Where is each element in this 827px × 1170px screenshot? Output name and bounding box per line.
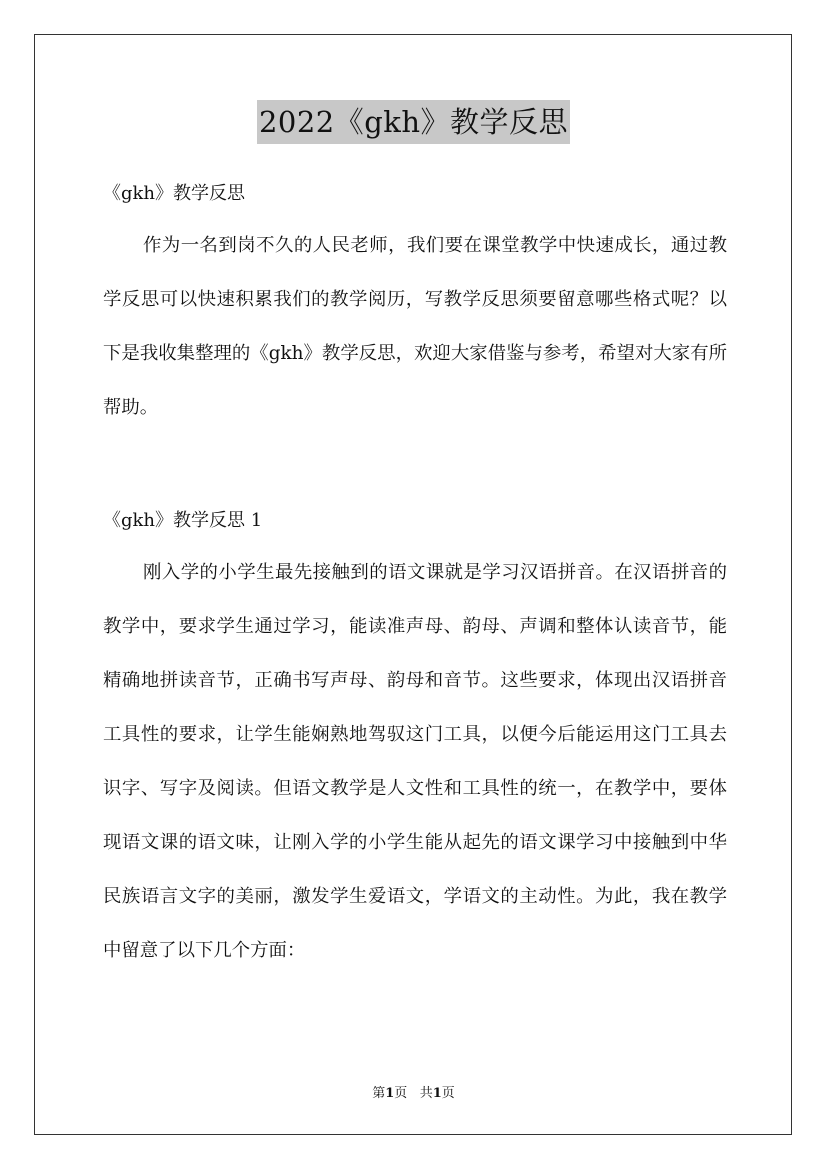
footer-page-suffix: 页	[441, 1086, 455, 1101]
footer-page-mid: 页 共	[394, 1086, 433, 1101]
intro-paragraph: 作为一名到岗不久的人民老师，我们要在课堂教学中快速成长，通过教学反思可以快速积累我们的教学阅历，写教学反思须要留意哪些格式呢？以下是我收集整理的《gkh》教学反思，欢迎大家借鉴与参考，希望对大家有所帮助。	[103, 235, 727, 418]
section1-paragraph: 刚入学的小学生最先接触到的语文课就是学习汉语拼音。在汉语拼音的教学中，要求学生通过学习，能读准声母、韵母、声调和整体认读音节，能精确地拼读音节，正确书写声母、韵母和音节。这些要求，体现出汉语拼音工具性的要求，让学生能娴熟地驾驭这门工具，以便今后能运用这门工具去识字、写字及阅读。但语文教学是人文性和工具性的统一，在教学中，要体现语文课的语文味，让刚入学的小学生能从起先的语文课学习中接触到中华民族语言文字的美丽，激发学生爱语文，学语文的主动性。为此，我在教学中留意了以下几个方面：	[103, 562, 727, 961]
footer-page-prefix: 第	[372, 1086, 386, 1101]
title-container	[0, 100, 827, 144]
section1-heading: 《gkh》教学反思 1	[103, 510, 263, 531]
document-title: 2022《gkh》教学反思	[257, 100, 570, 144]
page-footer	[0, 1082, 827, 1101]
footer-page-current: 1	[385, 1086, 395, 1101]
footer-page-total: 1	[432, 1086, 442, 1101]
intro-heading: 《gkh》教学反思	[103, 183, 246, 204]
